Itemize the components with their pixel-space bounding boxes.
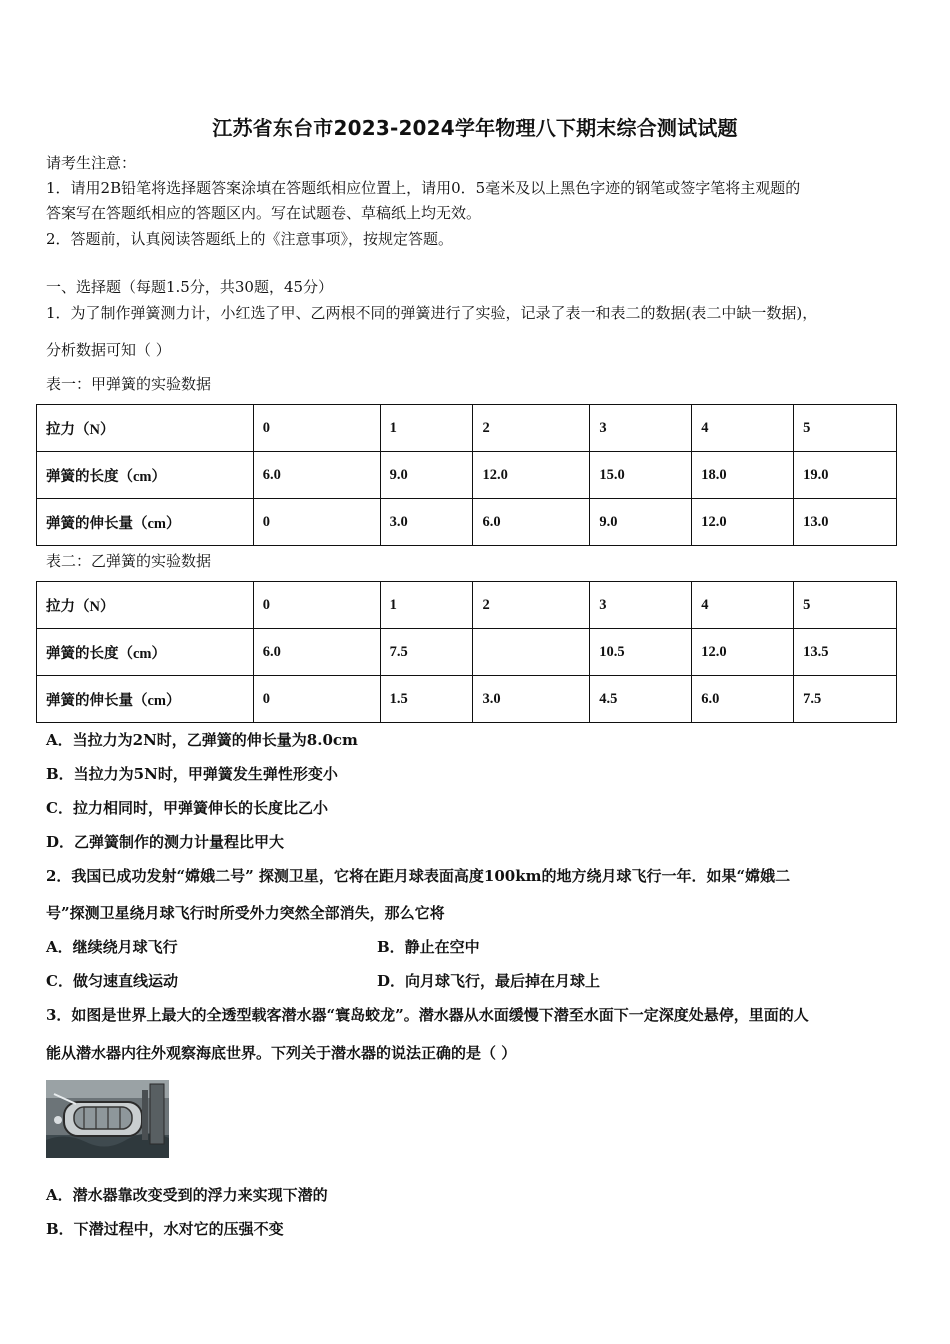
table2-caption: 表二：乙弹簧的实验数据: [46, 552, 212, 570]
table-cell: 18.0: [692, 452, 794, 499]
table-cell: 3: [590, 582, 692, 629]
submersible-photo: [46, 1080, 169, 1158]
q3-option-b: B．下潜过程中，水对它的压强不变: [46, 1220, 284, 1238]
table2-body: [37, 582, 897, 723]
notice-item-1-line-2: 答案写在答题纸相应的答题区内。写在试题卷、草稿纸上均无效。: [46, 204, 482, 222]
table-cell: 13.0: [794, 499, 897, 546]
table-cell: 15.0: [590, 452, 692, 499]
table-cell: 2: [473, 582, 590, 629]
table-cell: 12.0: [692, 629, 794, 676]
table-cell: 13.5: [794, 629, 897, 676]
table-row: [37, 582, 897, 629]
q1-option-c: C．拉力相同时，甲弹簧伸长的长度比乙小: [46, 799, 328, 817]
table-cell: 6.0: [473, 499, 590, 546]
q2-stem-line-2: 号”探测卫星绕月球飞行时所受外力突然全部消失，那么它将: [46, 904, 445, 922]
table-row-header: 拉力（N）: [37, 582, 254, 629]
q2-stem-line-1: 2．我国已成功发射“嫦娥二号” 探测卫星，它将在距月球表面高度100km的地方绕月球飞行一年．如果“嫦娥二: [46, 867, 791, 885]
q2-option-b: B．静止在空中: [377, 938, 480, 956]
table-row-header: 弹簧的长度（cm）: [37, 629, 254, 676]
q1-option-d: D．乙弹簧制作的测力计量程比甲大: [46, 833, 285, 851]
table-row: [37, 629, 897, 676]
table-cell: 7.5: [380, 629, 473, 676]
table-cell: 3: [590, 405, 692, 452]
table-row: [37, 405, 897, 452]
q3-stem-line-1: 3．如图是世界上最大的全透型载客潜水器“寰岛蛟龙”。潜水器从水面缓慢下潜至水面下一定深度处悬停，里面的人: [46, 1006, 809, 1024]
table-row-header: 弹簧的伸长量（cm）: [37, 499, 254, 546]
table-cell: 0: [253, 405, 380, 452]
table-cell: 6.0: [253, 452, 380, 499]
q2-option-c: C．做匀速直线运动: [46, 972, 178, 990]
table-cell: 0: [253, 582, 380, 629]
table-cell: 9.0: [590, 499, 692, 546]
table-cell: 6.0: [692, 676, 794, 723]
q2-option-a: A．继续绕月球飞行: [46, 938, 178, 956]
table-cell: 2: [473, 405, 590, 452]
table-cell: 1: [380, 405, 473, 452]
table-row-header: 弹簧的长度（cm）: [37, 452, 254, 499]
table-cell: 3.0: [473, 676, 590, 723]
notice-heading: 请考生注意：: [46, 154, 137, 172]
table-cell: 12.0: [692, 499, 794, 546]
q1-stem-line-1: 1．为了制作弹簧测力计，小红选了甲、乙两根不同的弹簧进行了实验，记录了表一和表二的数据(表二中缺一数据)，: [46, 304, 818, 322]
table-cell: 10.5: [590, 629, 692, 676]
q3-stem-line-2: 能从潜水器内往外观察海底世界。下列关于潜水器的说法正确的是（ ）: [46, 1044, 517, 1062]
table-cell: 7.5: [794, 676, 897, 723]
table-cell: 3.0: [380, 499, 473, 546]
table-cell: 4.5: [590, 676, 692, 723]
table-cell: 1: [380, 582, 473, 629]
table-cell: 9.0: [380, 452, 473, 499]
table-cell: 4: [692, 582, 794, 629]
notice-item-2: 2．答题前，认真阅读答题纸上的《注意事项》，按规定答题。: [46, 230, 454, 248]
q3-option-a: A．潜水器靠改变受到的浮力来实现下潜的: [46, 1186, 328, 1204]
table-row: [37, 676, 897, 723]
table-cell: 0: [253, 499, 380, 546]
table-row-header: 弹簧的伸长量（cm）: [37, 676, 254, 723]
notice-item-1-line-1: 1．请用2B铅笔将选择题答案涂填在答题纸相应位置上，请用0．5毫米及以上黑色字迹的钢笔或签字笔将主观题的: [46, 179, 801, 197]
table-row: [37, 452, 897, 499]
q1-option-b: B．当拉力为5N时，甲弹簧发生弹性形变小: [46, 765, 338, 783]
table1: [36, 404, 897, 546]
table-cell: 19.0: [794, 452, 897, 499]
table-cell: 5: [794, 582, 897, 629]
section-heading: 一、选择题（每题1.5分，共30题，45分）: [46, 278, 334, 296]
table-cell: 0: [253, 676, 380, 723]
table-cell: [473, 629, 590, 676]
table-cell: 12.0: [473, 452, 590, 499]
table1-body: [37, 405, 897, 546]
q1-option-a: A．当拉力为2N时，乙弹簧的伸长量为8.0cm: [46, 731, 358, 749]
table1-caption: 表一：甲弹簧的实验数据: [46, 375, 212, 393]
q1-stem-line-2: 分析数据可知（ ）: [46, 341, 171, 359]
table-cell: 5: [794, 405, 897, 452]
table-cell: 4: [692, 405, 794, 452]
q2-option-d: D．向月球飞行，最后掉在月球上: [377, 972, 601, 990]
table2: [36, 581, 897, 723]
page-title: 江苏省东台市2023-2024学年物理八下期末综合测试试题: [212, 116, 738, 140]
table-row: [37, 499, 897, 546]
table-cell: 6.0: [253, 629, 380, 676]
table-row-header: 拉力（N）: [37, 405, 254, 452]
submersible-illustration: [46, 1080, 169, 1158]
table-cell: 1.5: [380, 676, 473, 723]
